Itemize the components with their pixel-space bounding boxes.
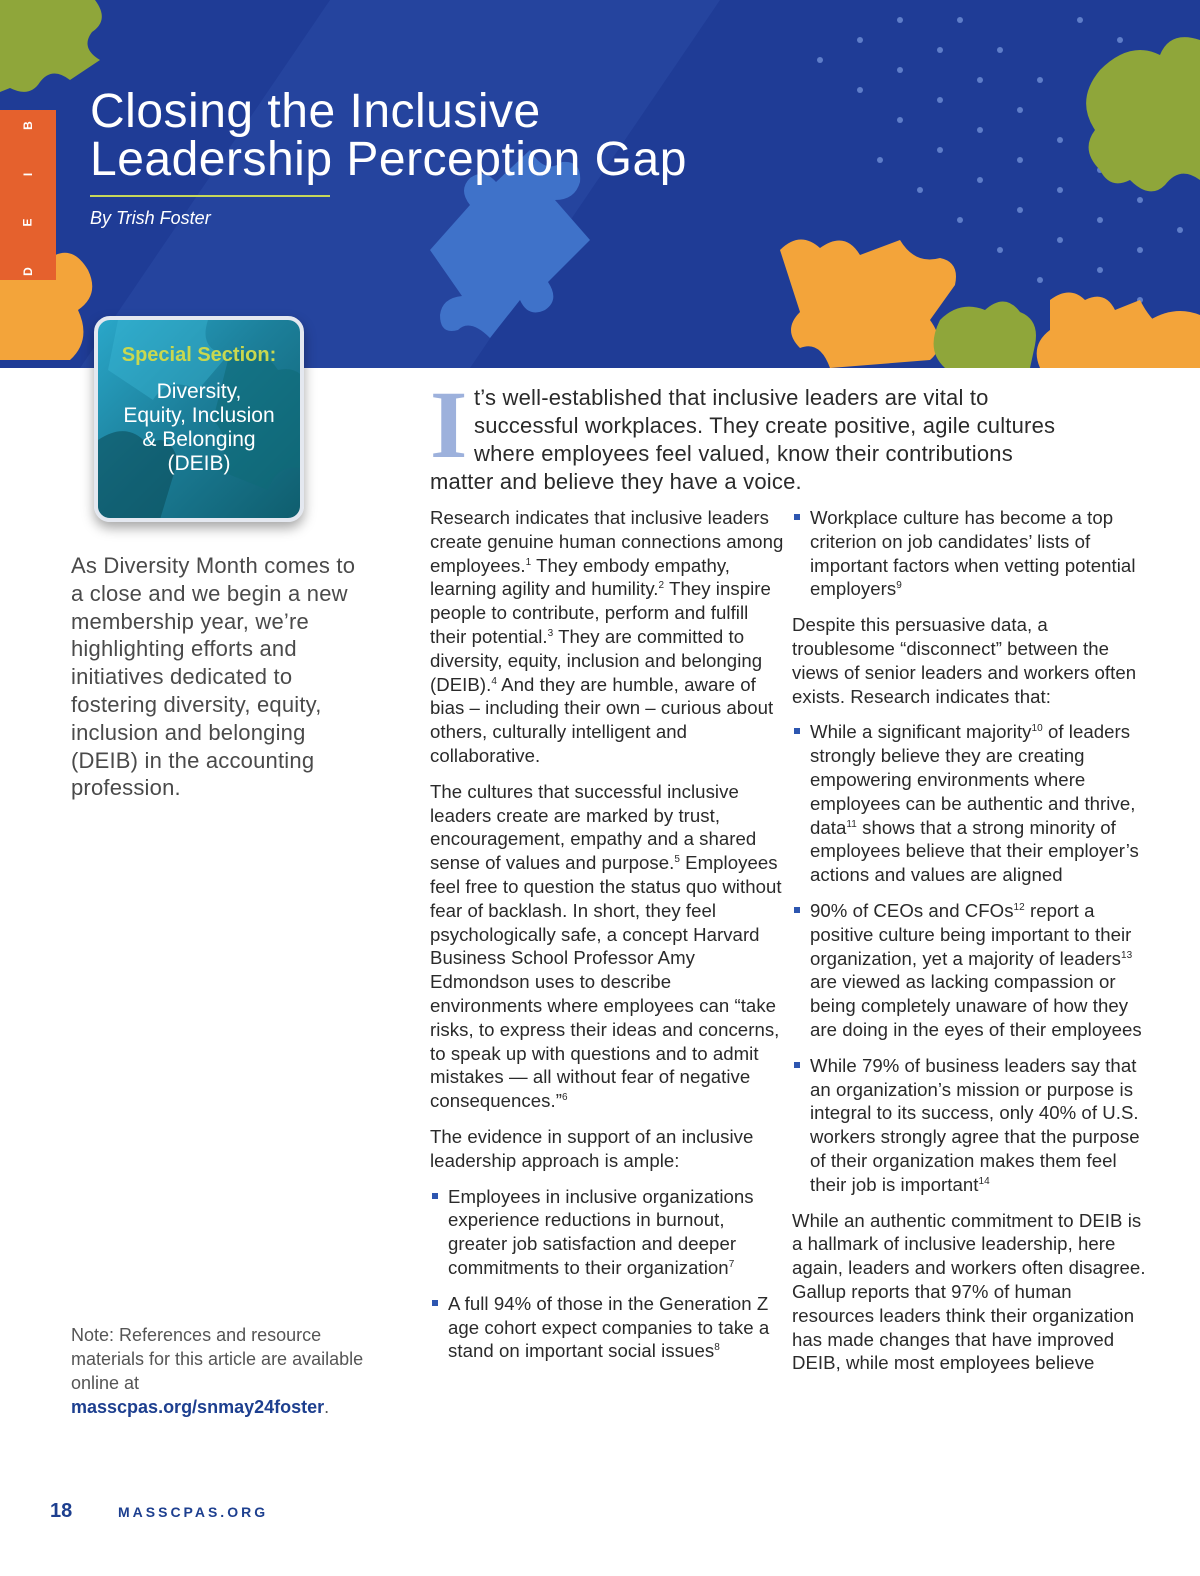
page-number: 18 bbox=[50, 1500, 73, 1522]
text-run: shows that a strong minority of employees believe that their employer’s actions and values are aligned bbox=[810, 816, 1139, 886]
footnote-ref: 3 bbox=[547, 627, 554, 639]
text-run: While a significant majority bbox=[810, 721, 1032, 743]
footnote-ref: 5 bbox=[674, 853, 680, 865]
special-section-text: Diversity, Equity, Inclusion & Belonging (DEIB) bbox=[123, 380, 275, 475]
references-link[interactable]: masscpas.org/snmay24foster bbox=[71, 1397, 325, 1417]
special-section-label: Special Section: bbox=[121, 344, 277, 366]
note-end: . bbox=[324, 1397, 330, 1417]
text-run: They embody empathy, learning agility and humility. bbox=[430, 554, 731, 600]
section-tab-letter: D bbox=[20, 266, 35, 276]
footnote-ref: 11 bbox=[846, 818, 857, 830]
footnote-ref: 12 bbox=[1013, 901, 1025, 913]
lead-line: successful workplaces. They create positive, agile cultures bbox=[474, 413, 1056, 438]
drop-cap: I bbox=[430, 371, 468, 478]
list-item bbox=[792, 720, 1152, 887]
bullet-list bbox=[792, 506, 1152, 601]
text-run: are viewed as lacking compassion or being completely unaware of how they are doing in the eyes of their employees bbox=[810, 971, 1142, 1040]
body-paragraph: While an authentic commitment to DEIB is a hallmark of inclusive leadership, here again, leaders and workers often disagree. Gallup reports that 97% of human resources leaders think their organization has made changes that have improved DEIB, while most employees believe bbox=[792, 1209, 1146, 1374]
byline: By Trish Foster bbox=[90, 208, 211, 228]
bullet-list bbox=[792, 720, 1152, 1196]
page-title bbox=[90, 85, 810, 186]
body-paragraph: The evidence in support of an inclusive leadership approach is ample: bbox=[430, 1125, 754, 1171]
section-tab-letters bbox=[0, 118, 56, 278]
bullet-list bbox=[430, 1185, 785, 1364]
section-tab-letter: B bbox=[20, 120, 35, 130]
text-run: They inspire people to contribute, perform and fulfill their potential. bbox=[430, 578, 771, 647]
footnote-ref: 10 bbox=[1031, 723, 1043, 735]
list-item bbox=[792, 506, 1152, 601]
text-run: The cultures that successful inclusive leaders create are marked by trust, encouragement, empathy and a shared sense of values and purpose. bbox=[430, 780, 757, 874]
lead-line: t’s well-established that inclusive leaders are vital to bbox=[474, 385, 989, 410]
section-tab-letter: I bbox=[21, 171, 35, 176]
text-run: They are committed to diversity, equity, inclusion and belonging (DEIB). bbox=[430, 625, 763, 695]
footnote-ref: 13 bbox=[1120, 949, 1133, 961]
body-column-1 bbox=[430, 506, 785, 1375]
list-item bbox=[792, 899, 1152, 1042]
title-divider bbox=[90, 195, 330, 197]
text-run: Employees feel free to question the status quo without fear of backlash. In short, they feel psychologically safe, a concept Harvard Business School Professor Amy Edmondson uses to describe environments where employees can “take risks, to express their ideas and concerns, to speak up with questions and to admit mistakes — all without fear of negative consequences.” bbox=[430, 852, 782, 1112]
text-run: Workplace culture has become a top criterion on job candidates’ lists of important factors when vetting potential employers bbox=[810, 507, 1136, 600]
footer-site-link[interactable]: MASSCPAS.ORG bbox=[118, 1504, 269, 1520]
footnote-ref: 4 bbox=[491, 675, 497, 687]
text-run: of leaders strongly believe they are creating empowering environments where employees can be authentic and thrive, data bbox=[810, 721, 1136, 838]
sidebar-intro: As Diversity Month comes to a close and we begin a new membership year, we’re highlighting efforts and initiatives dedicated to fostering diversity, equity, inclusion and belonging (DEIB) in the accounting profession. bbox=[71, 553, 356, 801]
text-run: report a positive culture being important to their organization, yet a majority of leaders bbox=[810, 899, 1132, 969]
lead-line: matter and believe they have a voice. bbox=[430, 469, 802, 494]
section-tab-letter: E bbox=[20, 217, 35, 227]
text-run: 90% of CEOs and CFOs bbox=[810, 899, 1014, 921]
text-run: And they are humble, aware of bias – including their own – curious about others, culturally intelligent and collaborative. bbox=[430, 673, 774, 766]
body-paragraph: Despite this persuasive data, a troublesome “disconnect” between the views of senior leaders and workers often exists. Research indicates that: bbox=[792, 614, 1137, 707]
footnote-ref: 2 bbox=[658, 580, 665, 592]
footnote-ref: 8 bbox=[714, 1342, 720, 1354]
lead-line: where employees feel valued, know their contributions bbox=[474, 441, 1013, 466]
title-line: Closing the Inclusive bbox=[90, 85, 541, 138]
text-run: While 79% of business leaders say that an organization’s mission or purpose is integral to its success, only 40% of U.S. workers strongly agree that the purpose of their organization makes them feel their job is important bbox=[810, 1054, 1140, 1195]
body-paragraph bbox=[430, 780, 785, 1113]
text-run: Employees in inclusive organizations experience reductions in burnout, greater job satisfaction and deeper commitments to their organization bbox=[448, 1185, 754, 1278]
footnote-ref: 1 bbox=[525, 556, 532, 568]
footnote-ref: 6 bbox=[561, 1091, 568, 1103]
body-column-2 bbox=[792, 506, 1152, 1387]
footnote-ref: 14 bbox=[978, 1175, 990, 1187]
references-note bbox=[71, 1323, 376, 1419]
list-item bbox=[430, 1185, 785, 1280]
footnote-ref: 7 bbox=[728, 1258, 735, 1270]
footnote-ref: 9 bbox=[896, 580, 902, 592]
note-text: Note: References and resource materials for this article are available online at bbox=[71, 1325, 364, 1393]
special-section-badge bbox=[94, 316, 304, 522]
list-item bbox=[792, 1054, 1152, 1197]
list-item bbox=[430, 1292, 785, 1363]
text-run: Research indicates that inclusive leaders create genuine human connections among employees. bbox=[430, 507, 784, 576]
body-paragraph bbox=[430, 506, 785, 768]
title-line: Leadership Perception Gap bbox=[90, 133, 687, 186]
lead-paragraph bbox=[430, 371, 1130, 496]
text-run: A full 94% of those in the Generation Z age cohort expect companies to take a stand on important social issues bbox=[448, 1292, 770, 1362]
